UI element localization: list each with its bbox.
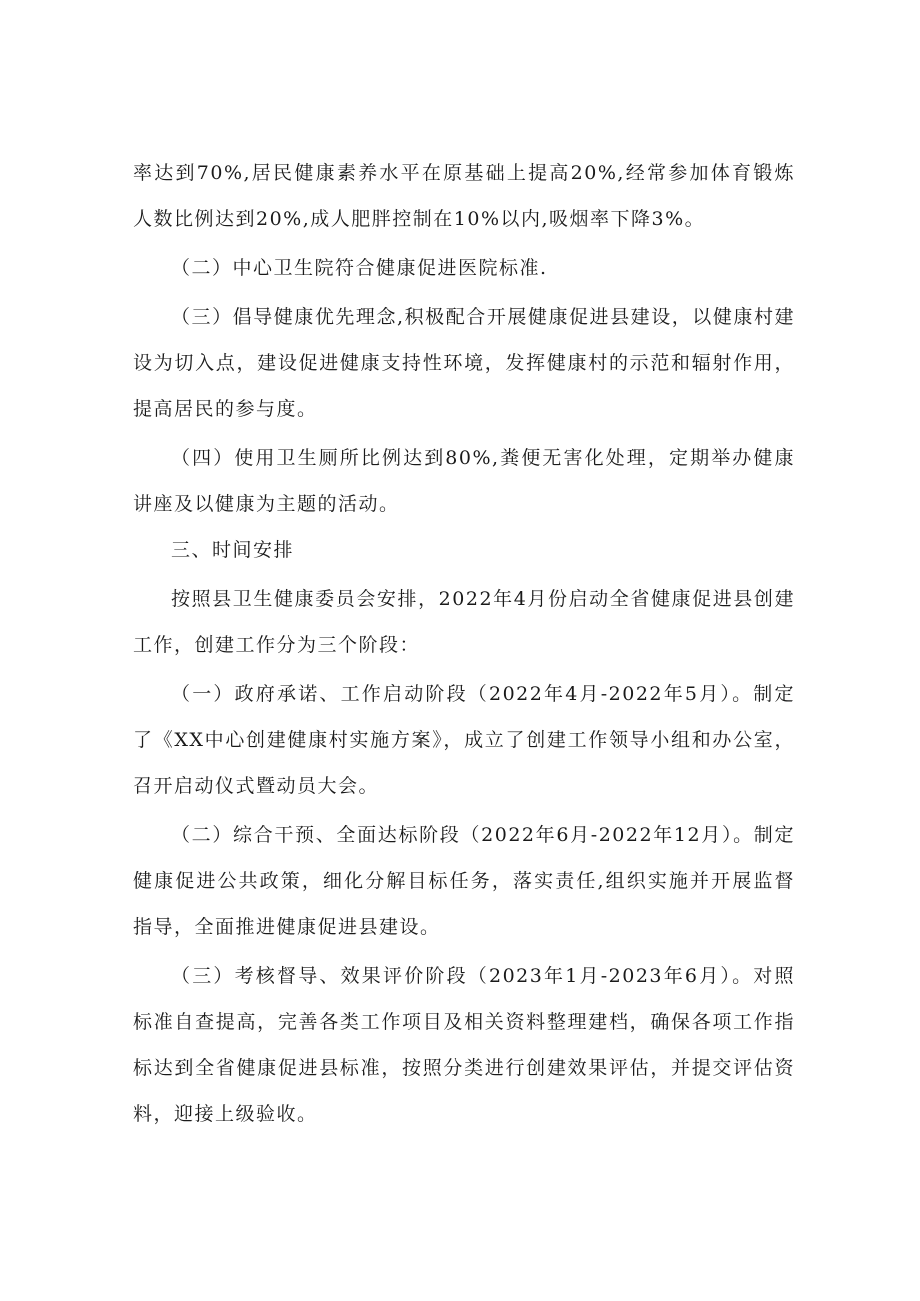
section-heading-schedule: 三、时间安排 (171, 539, 295, 561)
paragraph-phase-three: （三）考核督导、效果评价阶段（2023年1月-2023年6月）。对照标准自查提高，完善各类工作项目及相关资料整理建档，确保各项工作指标达到全省健康促进县标准，按照分类进行创建效果评估，并提交评估资料，迎接上级验收。 (133, 965, 795, 1125)
paragraph-item-three: （三）倡导健康优先理念,积极配合开展健康促进县建设，以健康村建设为切入点，建设促进健康支持性环境，发挥健康村的示范和辐射作用，提高居民的参与度。 (133, 306, 795, 420)
paragraph-phase-one: （一）政府承诺、工作启动阶段（2022年4月-2022年5月）。制定了《XX中心创建健康村实施方案》，成立了创建工作领导小组和办公室，召开启动仪式暨动员大会。 (133, 683, 795, 797)
paragraph-goals-continued: 率达到70%,居民健康素养水平在原基础上提高20%,经常参加体育锻炼人数比例达到20%,成人肥胖控制在10%以内,吸烟率下降3%。 (133, 162, 795, 230)
paragraph-phase-two: （二）综合干预、全面达标阶段（2022年6月-2022年12月）。制定健康促进公共政策，细化分解目标任务，落实责任,组织实施并开展监督指导，全面推进健康促进县建设。 (133, 824, 795, 938)
paragraph-item-two: （二）中心卫生院符合健康促进医院标准. (171, 257, 548, 279)
paragraph-item-four: （四）使用卫生厕所比例达到80%,粪便无害化处理，定期举办健康讲座及以健康为主题的活动。 (133, 447, 795, 515)
paragraph-schedule-intro: 按照县卫生健康委员会安排，2022年4月份启动全省健康促进县创建工作，创建工作分为三个阶段： (133, 588, 795, 656)
document-body (133, 150, 795, 1137)
